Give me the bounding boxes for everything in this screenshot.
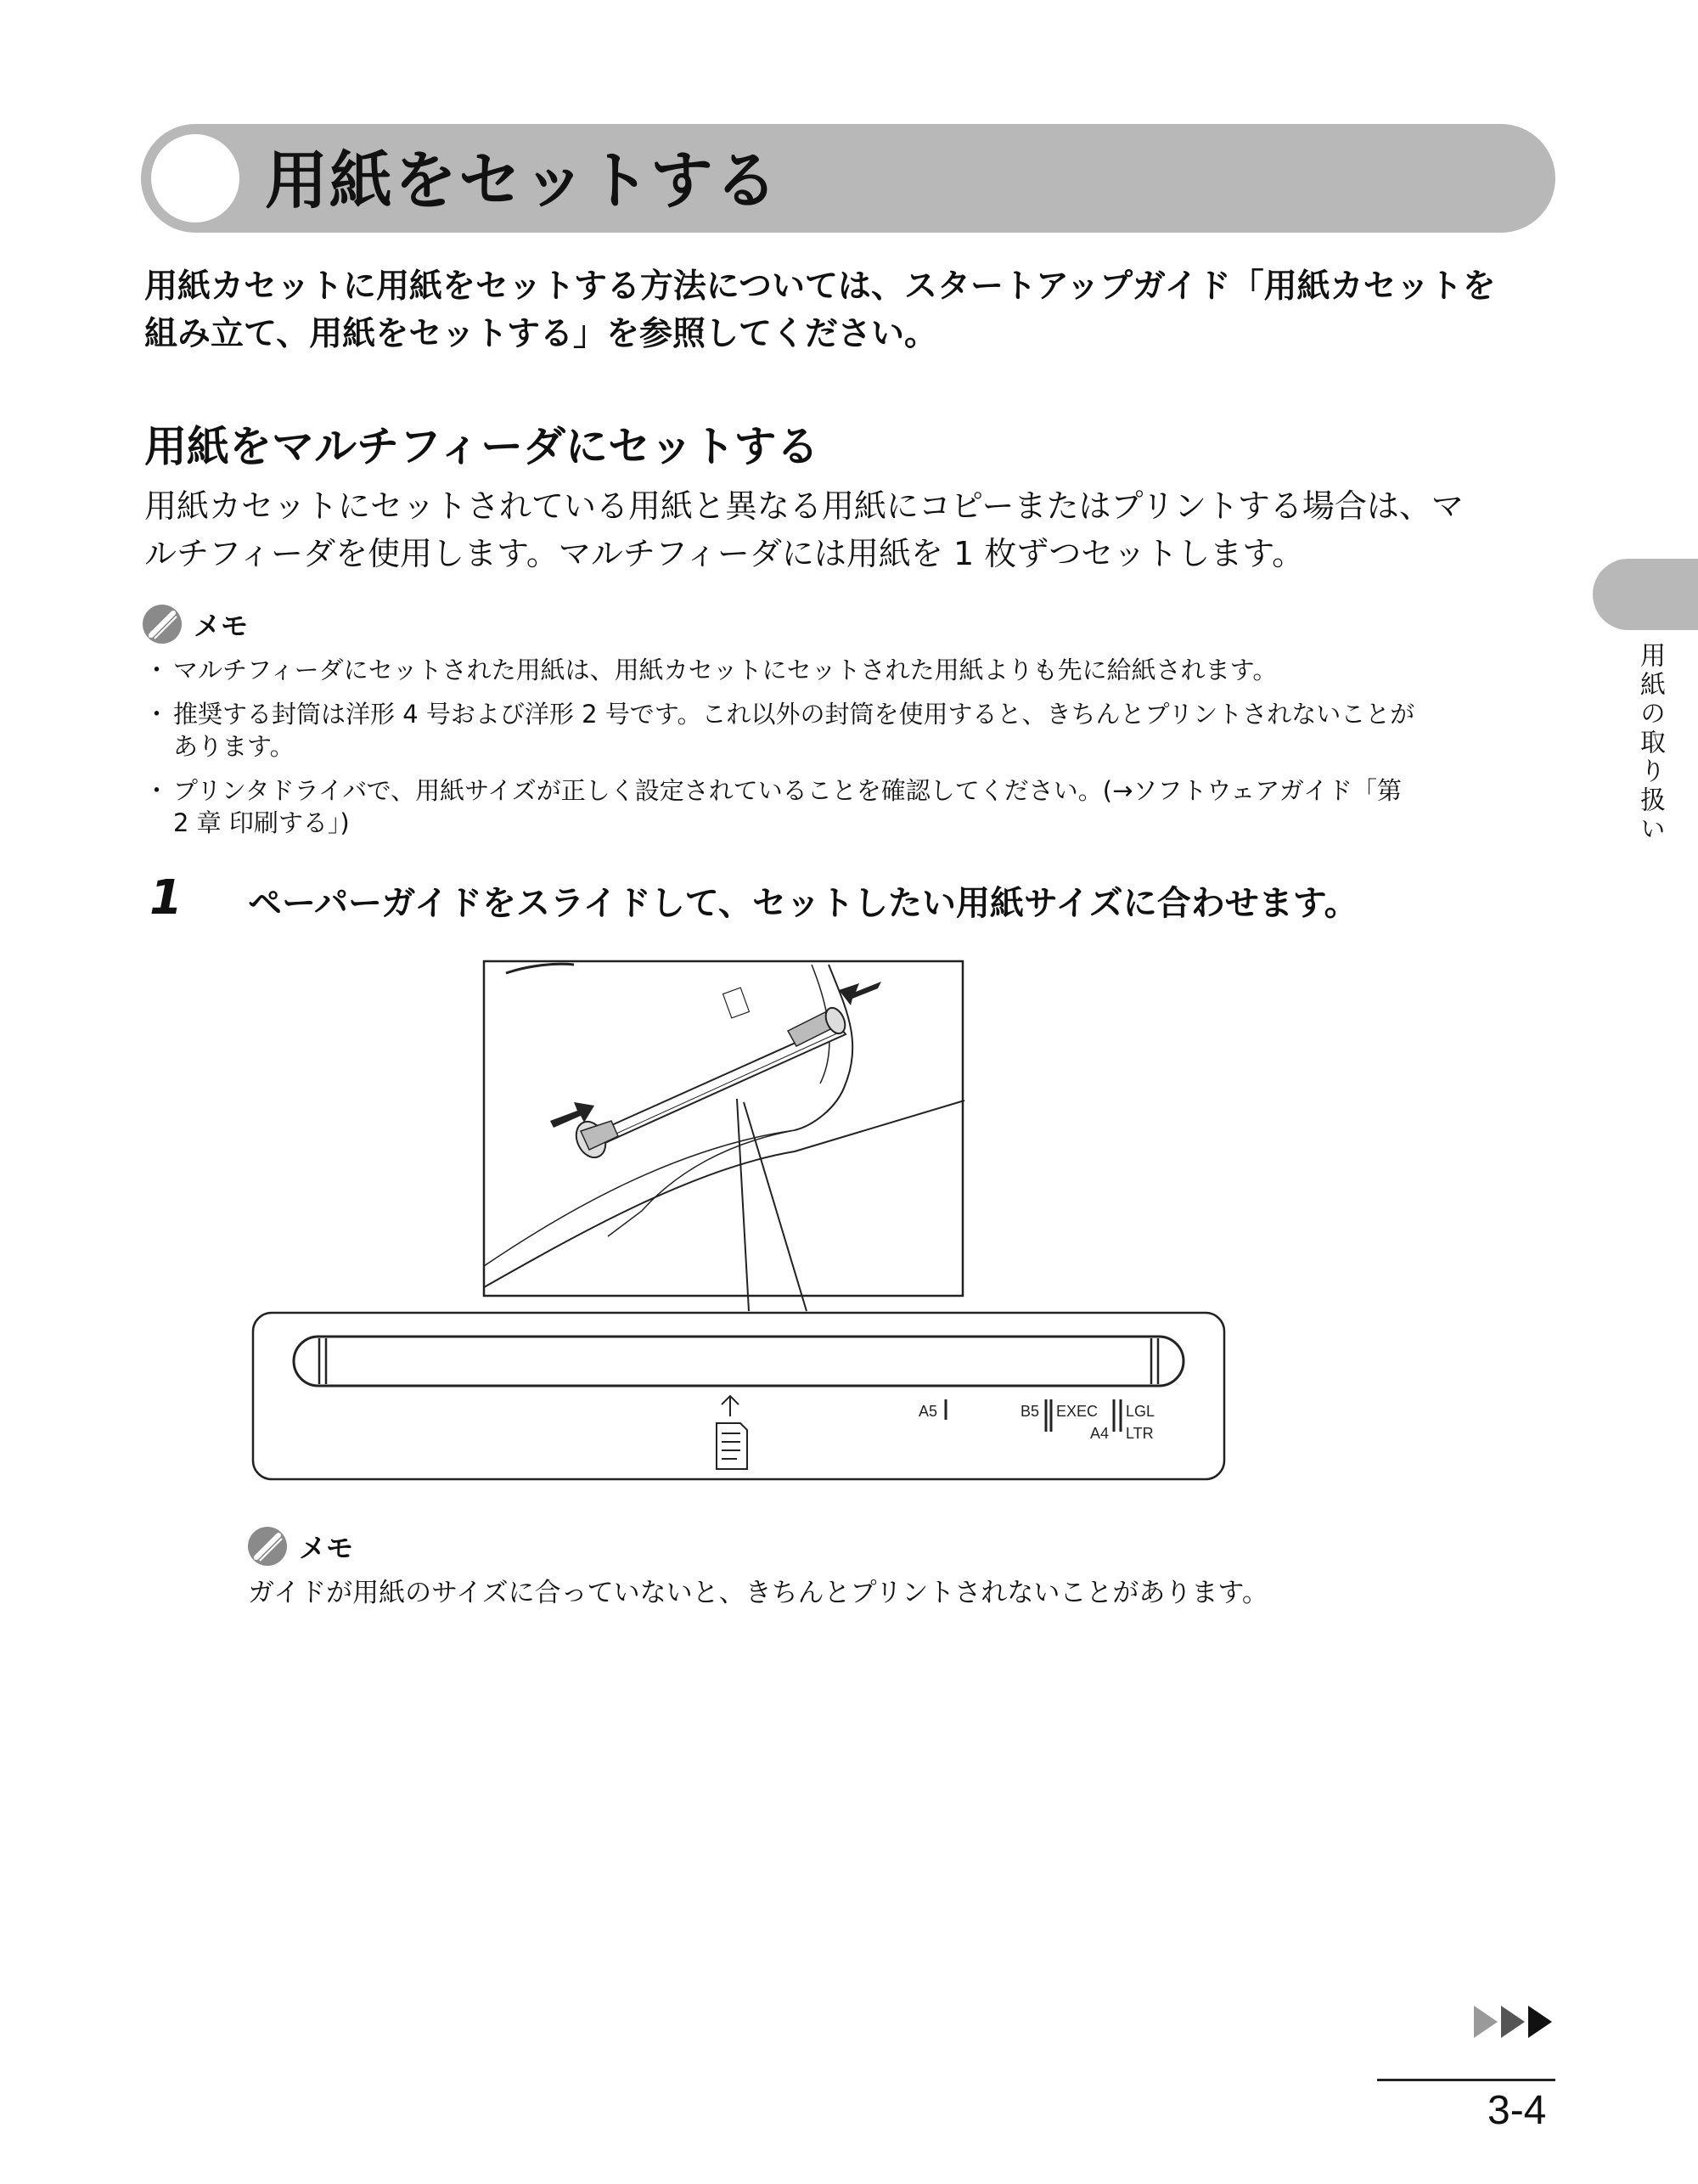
chapter-tab-label: 用紙の取り扱い — [1635, 642, 1665, 844]
section-body — [144, 482, 1464, 577]
printer-closeup — [484, 961, 964, 1296]
bullet-line: 推奨する封筒は洋形 4 号および洋形 2 号です。これ以外の封筒を使用すると、きちんとプリントされないことが — [173, 700, 1415, 729]
bullet-line: あります。 — [173, 732, 295, 761]
memo-bullet-list — [144, 654, 1545, 851]
footer-rule — [1377, 2079, 1555, 2081]
bullet-mark: ・ — [144, 700, 170, 729]
size-label-ltr: LTR — [1126, 1425, 1154, 1442]
paper-guide-illustration — [251, 956, 1228, 1491]
section-heading: 用紙をマルチフィーダにセットする — [144, 422, 819, 471]
list-item — [144, 774, 1545, 839]
bullet-line: 2 章 印刷する」) — [173, 808, 350, 837]
size-label-a5: A5 — [919, 1403, 938, 1420]
memo-label: メモ — [194, 610, 249, 642]
page-title: 用紙をセットする — [265, 144, 779, 217]
pencil-icon — [143, 605, 182, 644]
pencil-icon — [248, 1527, 287, 1566]
intro-paragraph — [144, 263, 1537, 358]
intro-line: 用紙カセットに用紙をセットする方法については、スタートアップガイド「用紙カセットを — [144, 267, 1496, 306]
bullet-mark: ・ — [144, 776, 170, 805]
arrow-left-icon — [839, 982, 881, 1005]
bullet-line: プリンタドライバで、用紙サイズが正しく設定されていることを確認してください。(→ソフトウェアガイド「第 — [173, 776, 1403, 805]
size-label-a4: A4 — [1090, 1425, 1110, 1442]
step-text: ペーパーガイドをスライドして、セットしたい用紙サイズに合わせます。 — [248, 884, 1358, 923]
list-item — [144, 698, 1545, 763]
size-label-lgl: LGL — [1126, 1403, 1155, 1420]
step-number: 1 — [149, 870, 183, 926]
memo-label: メモ — [299, 1532, 354, 1564]
intro-line: 組み立て、用紙をセットする」を参照してください。 — [144, 315, 938, 353]
section-body-line: 用紙カセットにセットされている用紙と異なる用紙にコピーまたはプリントする場合は、マ — [144, 487, 1464, 525]
section-body-line: ルチフィーダを使用します。マルチフィーダには用紙を 1 枚ずつセットします。 — [144, 535, 1305, 572]
memo-header — [248, 1527, 353, 1566]
page-number: 3-4 — [1487, 2088, 1547, 2133]
size-label-exec: EXEC — [1056, 1403, 1099, 1420]
memo-text: ガイドが用紙のサイズに合っていないと、きちんとプリントされないことがあります。 — [248, 1578, 1268, 1608]
bullet-mark: ・ — [144, 656, 170, 684]
list-item — [144, 654, 1545, 686]
size-label-b5: B5 — [1020, 1403, 1040, 1420]
bullet-line: マルチフィーダにセットされた用紙は、用紙カセットにセットされた用紙よりも先に給紙されます。 — [173, 656, 1278, 684]
memo-header — [143, 605, 248, 644]
chapter-tab — [1593, 559, 1698, 630]
banner-circle-decoration — [151, 134, 239, 222]
next-page-arrows-icon — [1472, 2002, 1557, 2041]
